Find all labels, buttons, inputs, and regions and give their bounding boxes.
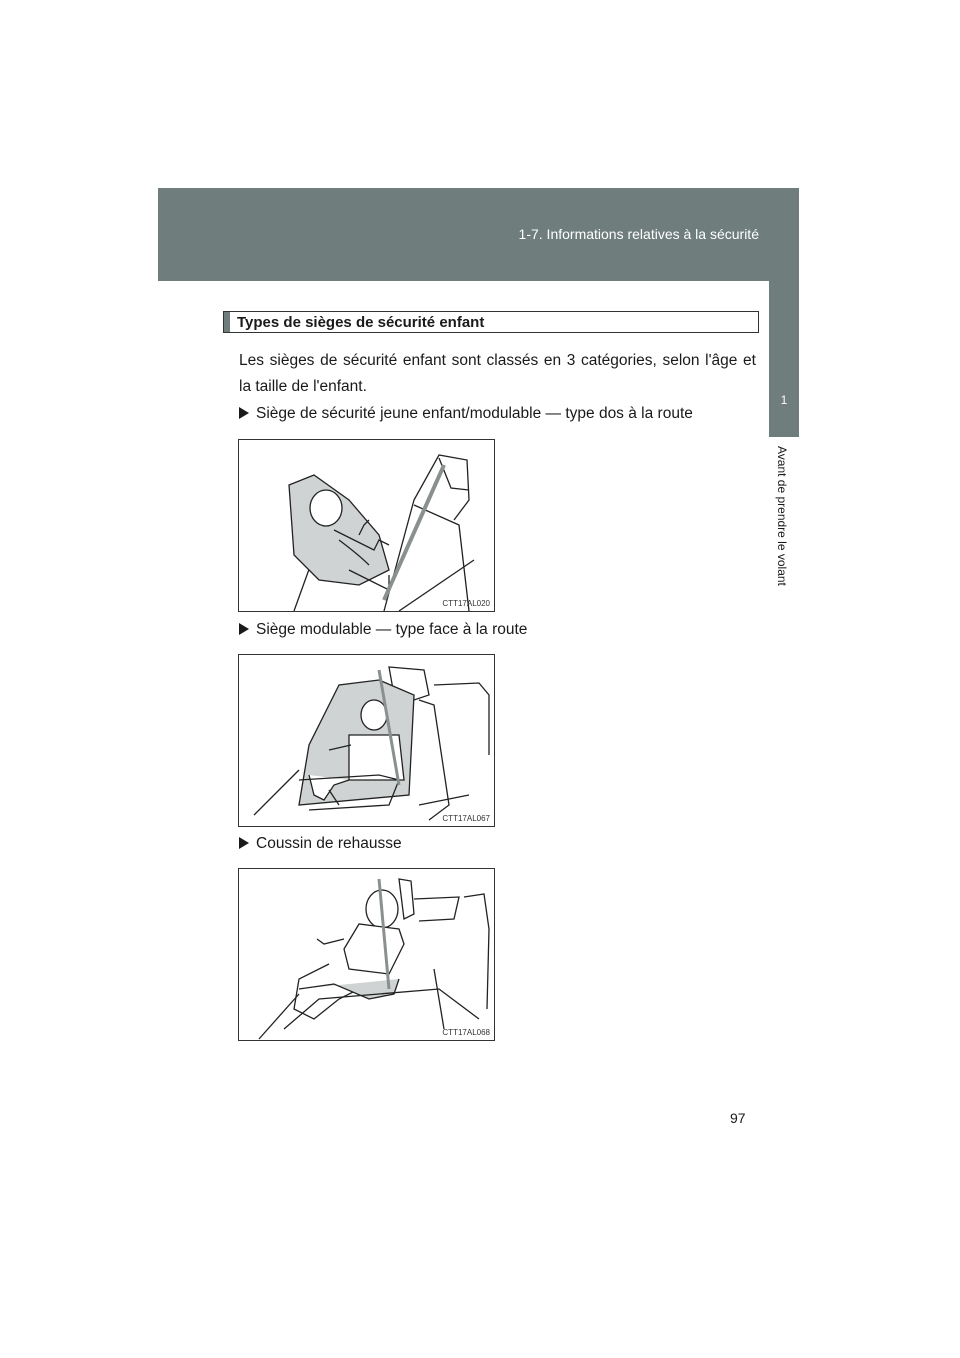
header-band: [158, 188, 799, 281]
item-rear-facing: [239, 405, 693, 423]
item-forward-facing: [239, 621, 527, 639]
rear-facing-seat-illustration: [239, 440, 494, 611]
item-label: Siège modulable — type face à la route: [256, 621, 528, 638]
side-tab: [769, 281, 799, 437]
figure-booster-seat: [238, 868, 495, 1041]
item-booster: [239, 835, 402, 853]
figure-rear-facing-seat: [238, 439, 495, 612]
figure-forward-facing-seat: [238, 654, 495, 827]
item-label: Coussin de rehausse: [256, 835, 402, 852]
intro-paragraph: Les sièges de sécurité enfant sont classés en 3 catégories, selon l'âge et la taille de l'enfant.: [239, 352, 756, 395]
figure-code: CTT17AL020: [442, 599, 490, 608]
chapter-title: 1-7. Informations relatives à la sécurité: [518, 226, 759, 242]
side-label-text: Avant de prendre le volant: [775, 446, 789, 586]
heading-accent-bar: [224, 312, 230, 332]
figure-code: CTT17AL068: [442, 1028, 490, 1037]
triangle-bullet-icon: [239, 623, 249, 635]
side-tab-number: 1: [780, 393, 788, 407]
booster-seat-illustration: [239, 869, 494, 1040]
side-label: [772, 446, 796, 626]
triangle-bullet-icon: [239, 407, 249, 419]
item-label: Siège de sécurité jeune enfant/modulable — type dos à la route: [256, 405, 693, 422]
section-title: Types de sièges de sécurité enfant: [237, 314, 485, 331]
section-heading: [223, 311, 759, 333]
forward-facing-seat-illustration: [239, 655, 494, 826]
page-number: 97: [730, 1110, 746, 1126]
figure-code: CTT17AL067: [442, 814, 490, 823]
triangle-bullet-icon: [239, 837, 249, 849]
